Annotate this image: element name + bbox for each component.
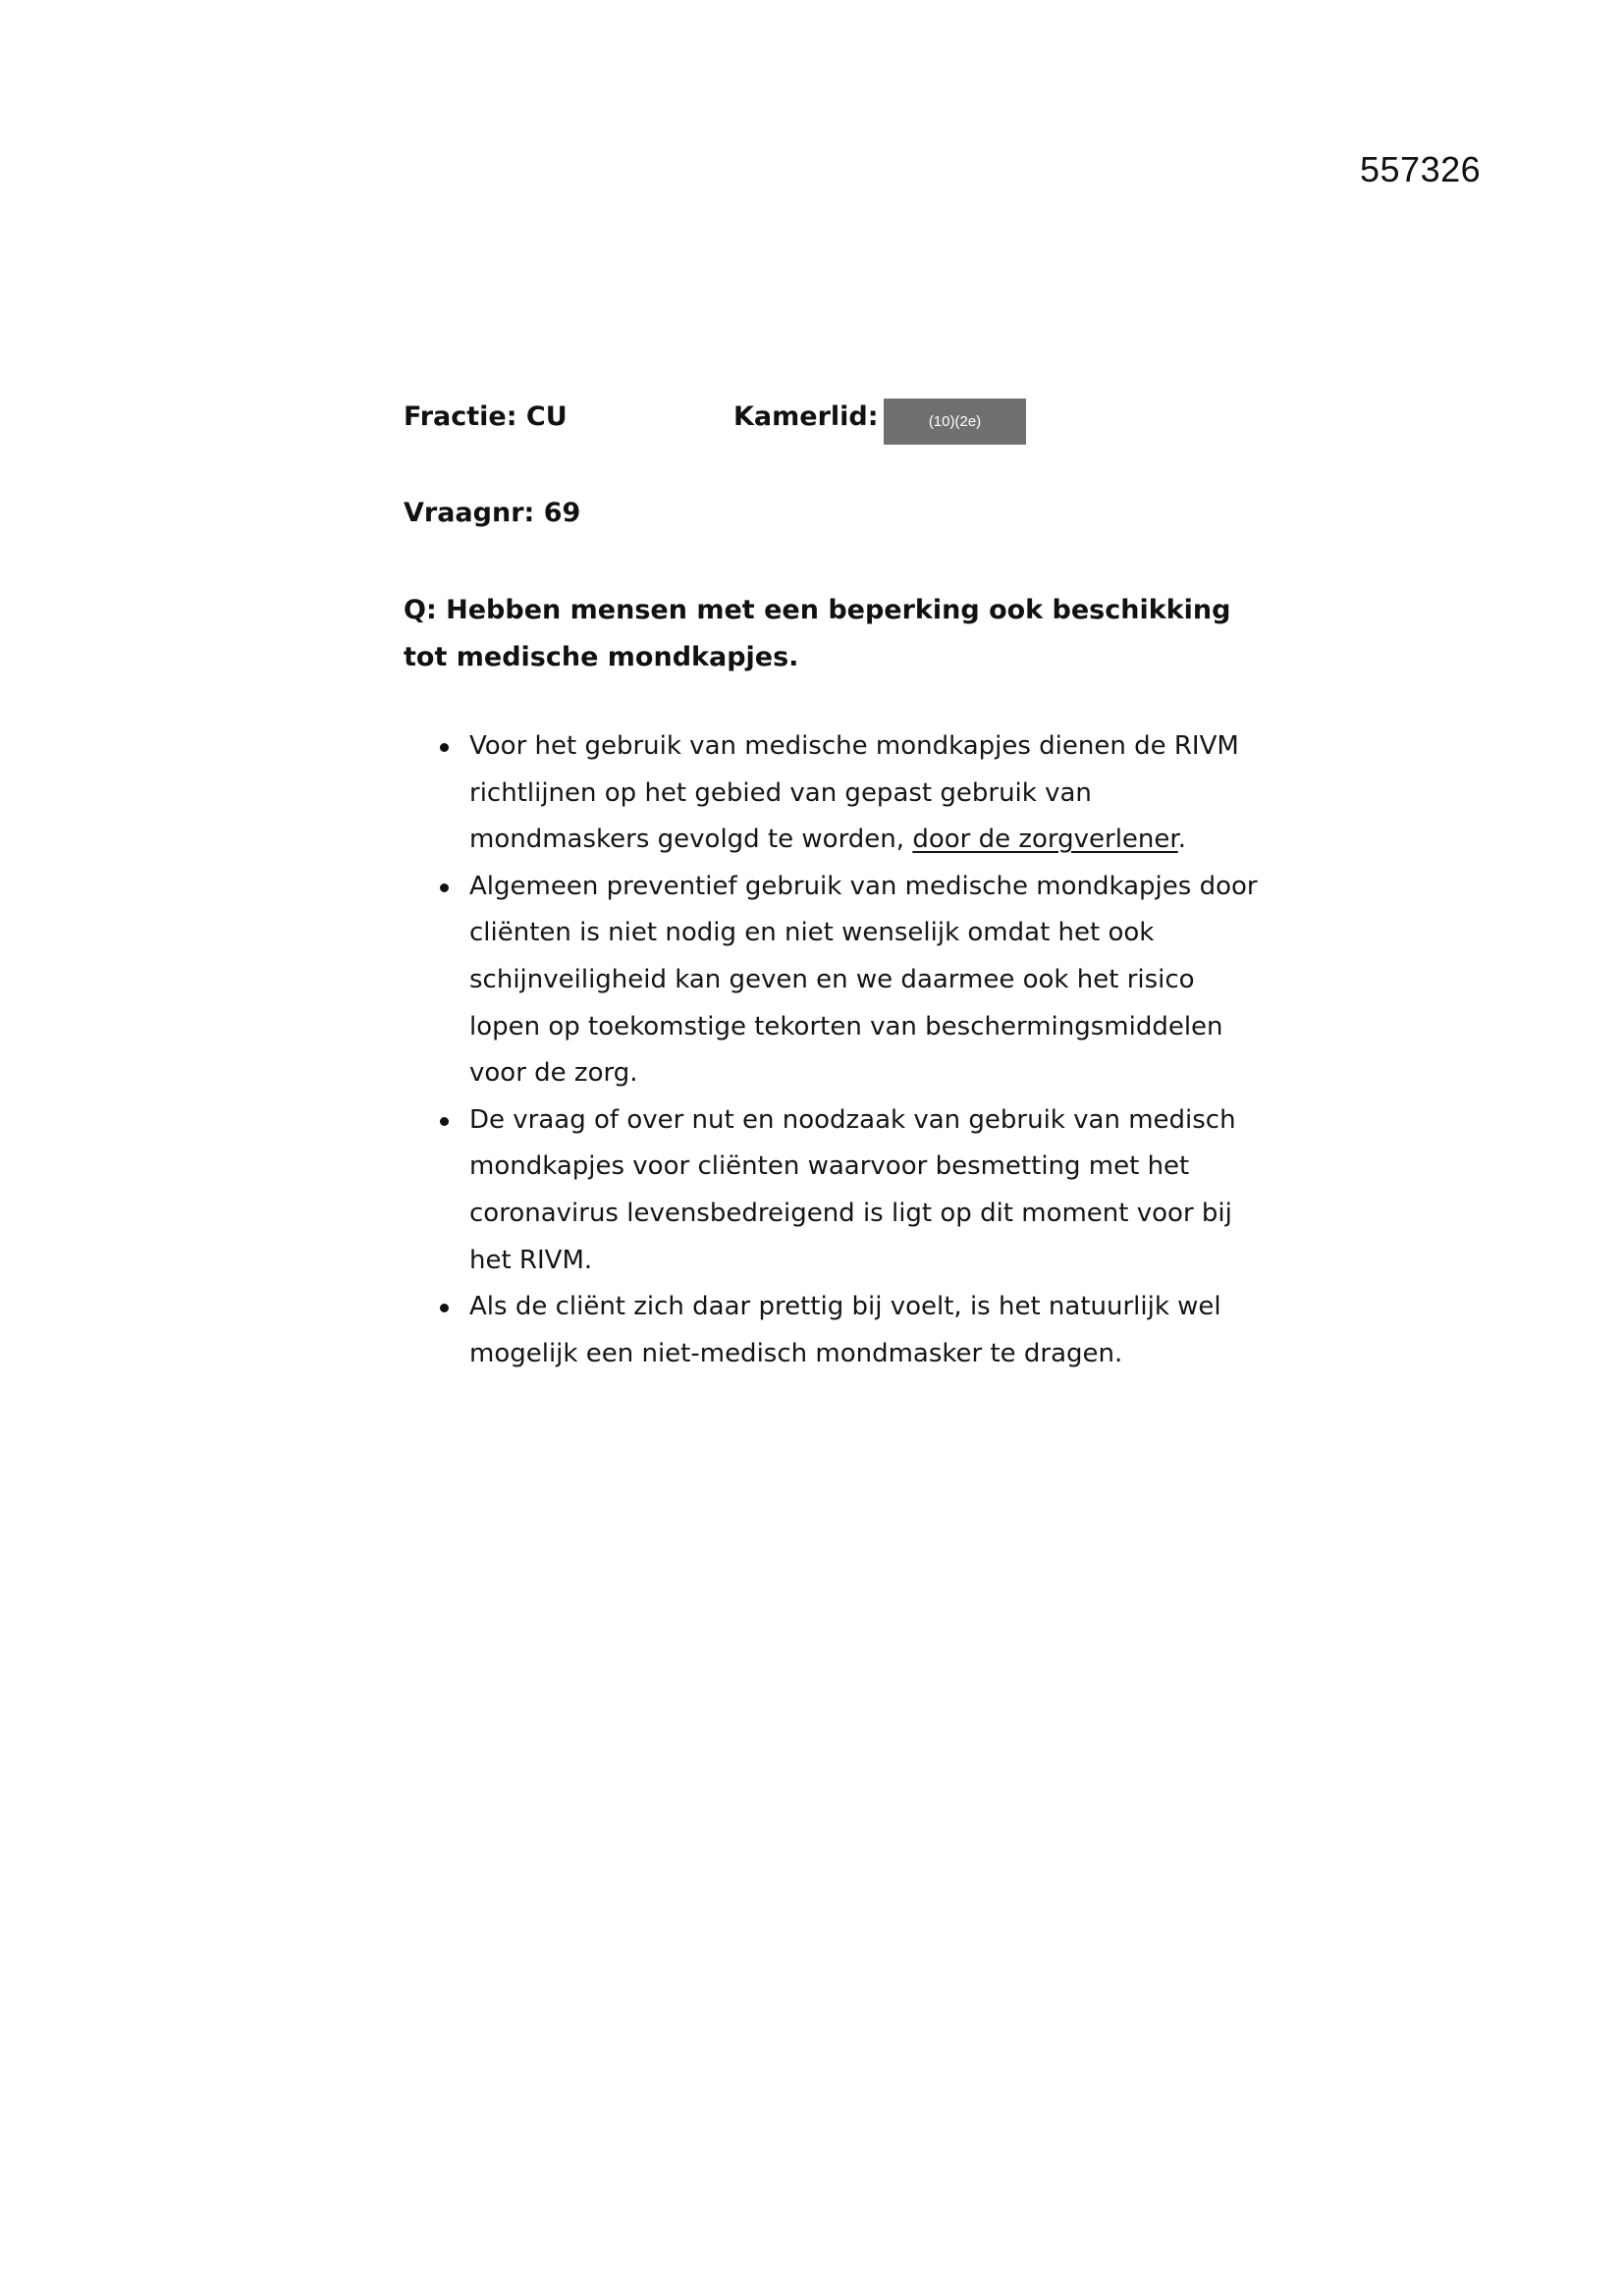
answer-underlined-text: door de zorgverlener [912,825,1178,855]
bullet-icon [440,1117,449,1126]
list-item [404,1284,1268,1377]
answer-text: Als de cliënt zich daar prettig bij voelt, is het natuurlijk wel mogelijk een niet-medisch mondmasker te dragen. [469,1292,1221,1368]
answer-text-end: . [1177,825,1186,855]
kamerlid-label: Kamerlid: [733,401,879,432]
list-item [404,723,1268,864]
redaction-box [884,399,1026,445]
list-item [404,1097,1268,1284]
redaction-code: (10)(2e) [928,413,982,430]
meta-row [404,399,1287,448]
list-item [404,864,1268,1097]
question-number: Vraagnr: 69 [404,498,581,528]
answer-text: Algemeen preventief gebruik van medische mondkapjes door cliënten is niet nodig en niet wenselijk omdat het ook schijnveiligheid kan geven en we daarmee ook het risico lopen op toekomstige tekorten van beschermingsmiddelen voor de zorg. [469,871,1258,1089]
answer-text: De vraag of over nut en noodzaak van gebruik van medisch mondkapjes voor cliënten waarvoor besmetting met het coronavirus levensbedreigend is ligt op dit moment voor bij het RIVM. [469,1104,1236,1275]
question-text: Q: Hebben mensen met een beperking ook beschikking tot medische mondkapjes. [404,595,1231,672]
answer-text: Voor het gebruik van medische mondkapjes dienen de RIVM richtlijnen op het gebied van gepast gebruik van mondmaskers gevolgd te worden, [469,731,1239,855]
bullet-icon [440,883,449,892]
answer-list [404,723,1268,1377]
fractie-label: Fractie: CU [404,401,568,432]
bullet-icon [440,1304,449,1312]
document-number: 557326 [1360,149,1482,189]
bullet-icon [440,743,449,752]
